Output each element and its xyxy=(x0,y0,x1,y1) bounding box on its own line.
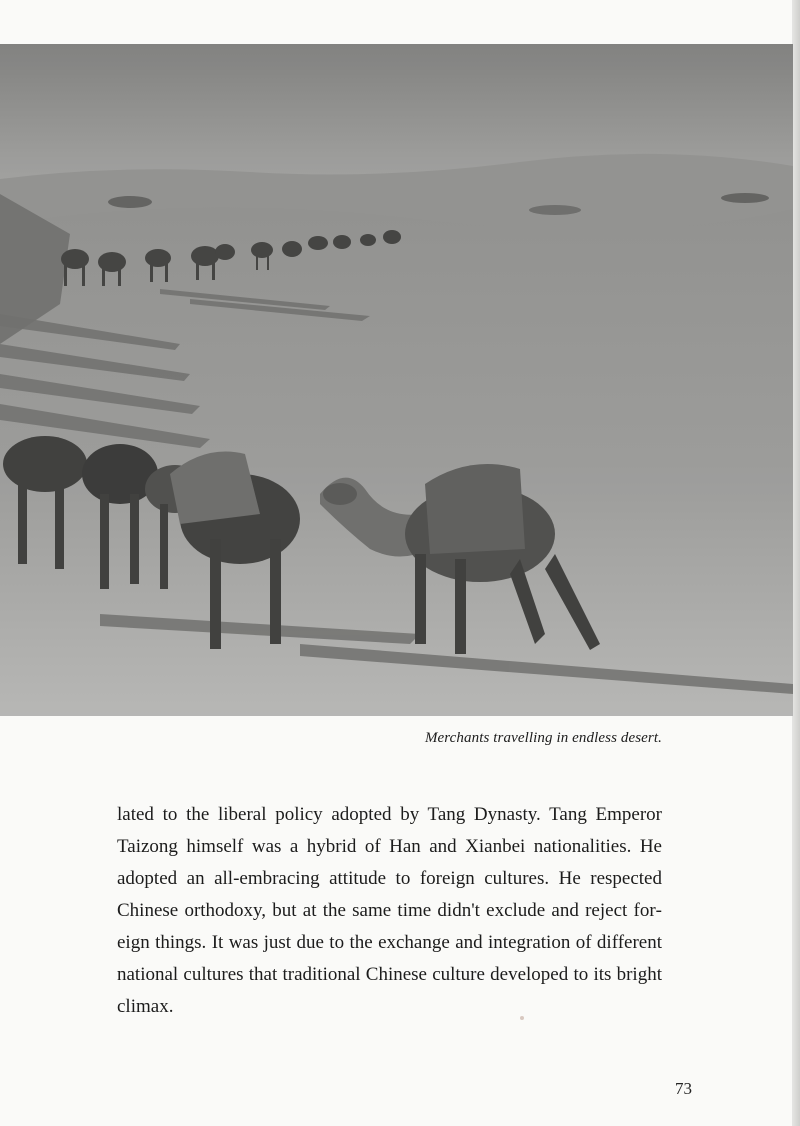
desert-caravan-photo xyxy=(0,44,793,716)
paper-smudge xyxy=(520,1016,524,1020)
photo-caption: Merchants travelling in endless desert. xyxy=(424,730,662,746)
body-paragraph: lated to the liberal policy adopted by Tang Dynasty. Tang Emperor Taizong himself was a hybrid of Han and Xianbei nationalities. He adopted an all-embracing attitude to foreign cultures. He respected Chinese orthodoxy, but at the same time didn't exclude and reject foreign things. It was just due to the exchange and integration of different national cultures that traditional Chinese culture developed to its bright climax. xyxy=(117,804,662,1017)
page-edge xyxy=(792,0,800,1126)
desert-caravan-illustration xyxy=(0,44,793,716)
page-number: 73 xyxy=(675,1079,692,1098)
